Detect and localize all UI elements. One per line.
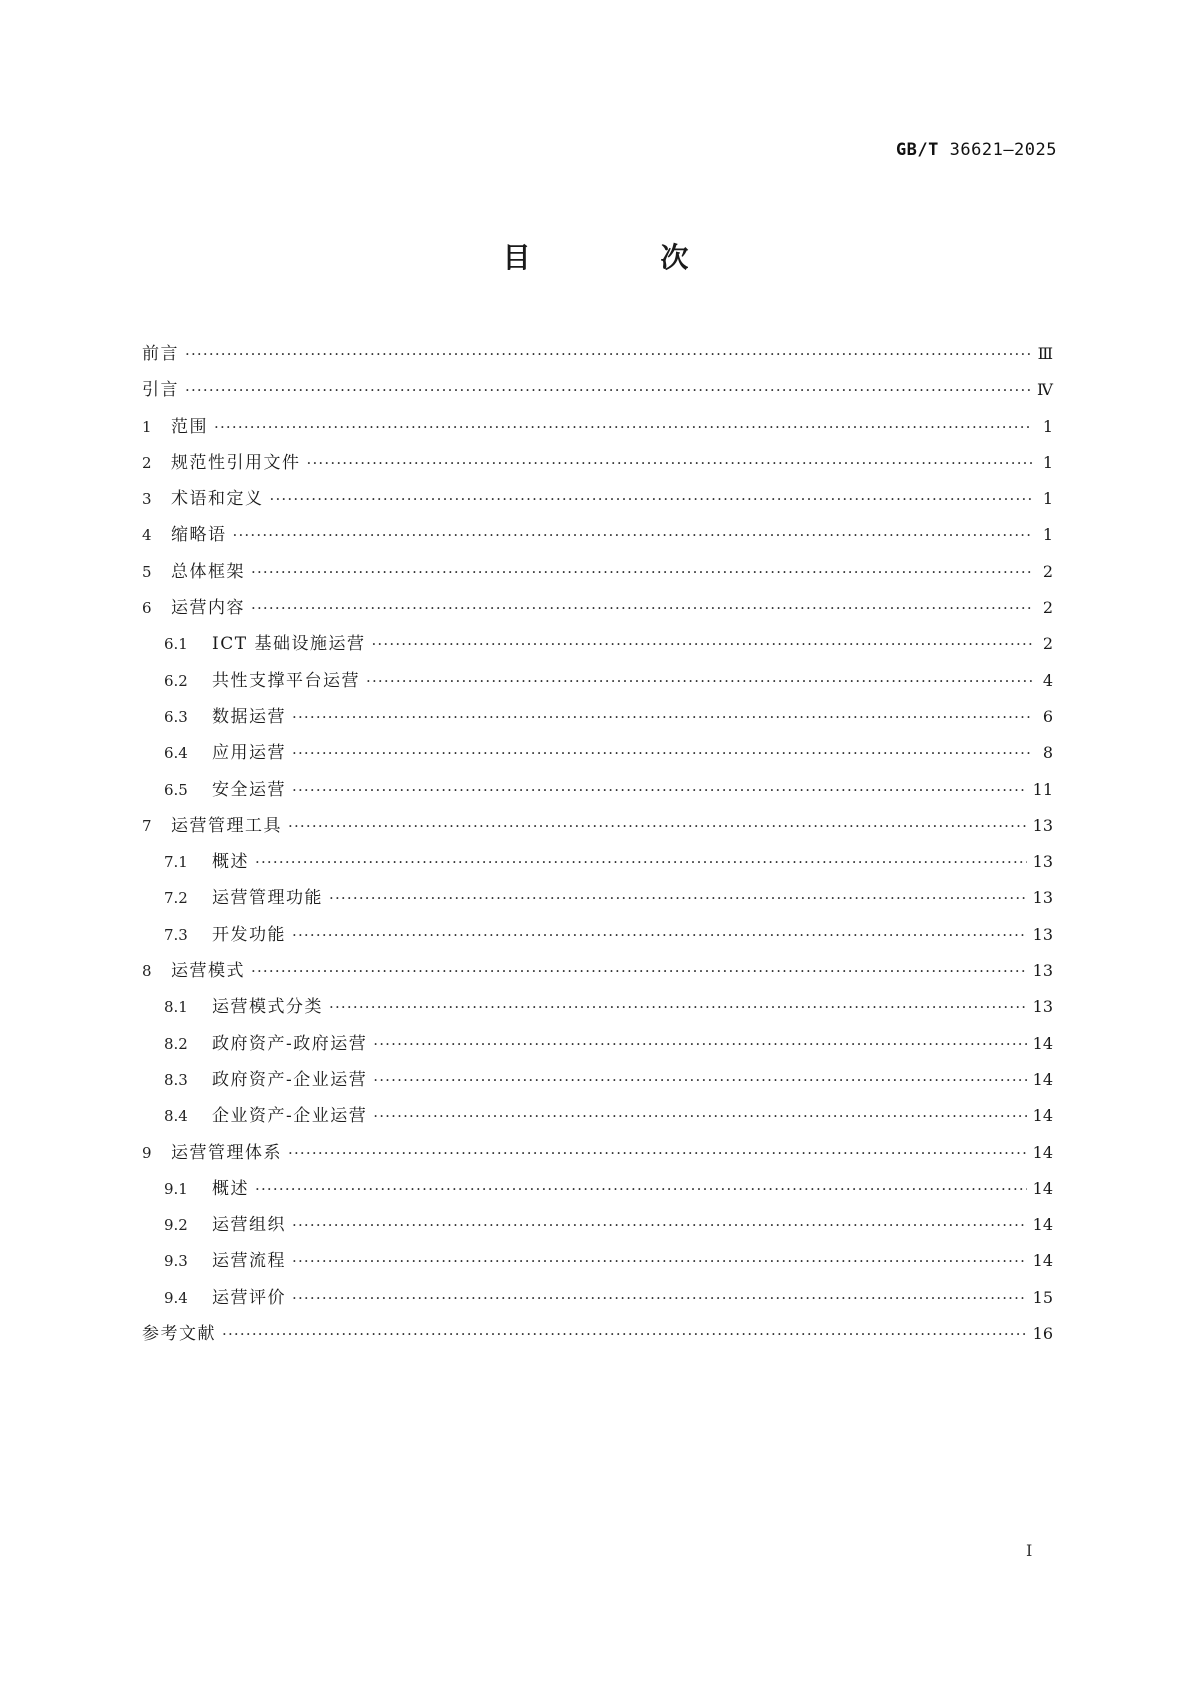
toc-entry-page: 14 bbox=[1032, 1033, 1053, 1053]
dot-leader bbox=[288, 817, 1027, 835]
toc-entry-number: 6.3 bbox=[164, 707, 188, 726]
toc-entry-title: 运营管理功能 bbox=[212, 888, 323, 909]
toc-entry-number: 6 bbox=[142, 599, 152, 618]
dot-leader bbox=[292, 926, 1027, 944]
toc-entry-page: 1 bbox=[1042, 416, 1053, 436]
toc-entry-page: 11 bbox=[1032, 779, 1053, 799]
toc-entry[interactable] bbox=[142, 775, 1053, 811]
toc-entry[interactable] bbox=[142, 847, 1053, 883]
dot-leader bbox=[233, 526, 1034, 544]
toc-entry-page: 14 bbox=[1032, 1215, 1053, 1235]
toc-entry-number: 7.1 bbox=[164, 853, 188, 872]
toc-entry-number: 2 bbox=[142, 453, 152, 472]
toc-entry-number: 9.2 bbox=[164, 1216, 188, 1235]
dot-leader bbox=[329, 998, 1027, 1016]
toc-entry[interactable] bbox=[142, 448, 1053, 484]
toc-entry-page: 13 bbox=[1032, 997, 1053, 1017]
toc-entry-number: 1 bbox=[142, 417, 152, 436]
toc-entry[interactable] bbox=[142, 1065, 1053, 1101]
dot-leader bbox=[292, 1216, 1027, 1234]
toc-entry-title: 缩略语 bbox=[171, 525, 227, 546]
toc-entry-title: 企业资产-企业运营 bbox=[212, 1106, 368, 1127]
toc-entry-title: 共性支撑平台运营 bbox=[212, 670, 360, 691]
toc-entry-page: 14 bbox=[1032, 1069, 1053, 1089]
toc-entry[interactable] bbox=[142, 412, 1053, 448]
toc-entry-title: 运营评价 bbox=[212, 1287, 286, 1308]
toc-entry[interactable] bbox=[142, 666, 1053, 702]
dot-leader bbox=[292, 708, 1033, 726]
dot-leader bbox=[222, 1325, 1027, 1343]
toc-entry-title: 开发功能 bbox=[212, 924, 286, 945]
toc-entry-page: 14 bbox=[1032, 1142, 1053, 1162]
toc-entry-title: 概述 bbox=[212, 1178, 249, 1199]
toc-entry[interactable] bbox=[142, 1101, 1053, 1137]
toc-entry-page: 13 bbox=[1032, 924, 1053, 944]
toc-entry[interactable] bbox=[142, 956, 1053, 992]
toc-entry-title: 运营模式 bbox=[171, 961, 245, 982]
toc-entry-title: 安全运营 bbox=[212, 779, 286, 800]
toc-title: 目 次 bbox=[502, 241, 749, 274]
toc-entry[interactable] bbox=[142, 1246, 1053, 1282]
toc-entry-page: 14 bbox=[1032, 1106, 1053, 1126]
toc-entry[interactable] bbox=[142, 593, 1053, 629]
toc-entry-page: 2 bbox=[1042, 634, 1053, 654]
toc-entry[interactable] bbox=[142, 738, 1053, 774]
dot-leader bbox=[270, 490, 1034, 508]
page-folio: I bbox=[1026, 1541, 1033, 1560]
dot-leader bbox=[251, 563, 1033, 581]
toc-entry-page: 14 bbox=[1032, 1178, 1053, 1198]
dot-leader bbox=[373, 1035, 1026, 1053]
toc-entry-page: 2 bbox=[1042, 561, 1053, 581]
dot-leader bbox=[371, 635, 1033, 653]
toc-entry-page: 14 bbox=[1032, 1251, 1053, 1271]
toc-entry-title: 数据运营 bbox=[212, 706, 286, 727]
toc-entry-page: 1 bbox=[1042, 489, 1053, 509]
toc-entry-number: 7 bbox=[142, 816, 152, 835]
toc-entry[interactable] bbox=[142, 883, 1053, 919]
toc-entry[interactable] bbox=[142, 1283, 1053, 1319]
toc-entry-number: 7.3 bbox=[164, 925, 188, 944]
toc-entry[interactable] bbox=[142, 1029, 1053, 1065]
dot-leader bbox=[329, 889, 1027, 907]
toc-entry-title: 政府资产-政府运营 bbox=[212, 1033, 368, 1054]
toc-entry-title: ICT 基础设施运营 bbox=[212, 634, 366, 655]
toc-entry-page: 2 bbox=[1042, 598, 1053, 618]
dot-leader bbox=[292, 744, 1033, 762]
dot-leader bbox=[373, 1071, 1026, 1089]
toc-entry-title: 运营组织 bbox=[212, 1215, 286, 1236]
toc-entry[interactable] bbox=[142, 629, 1053, 665]
toc-entry[interactable] bbox=[142, 1174, 1053, 1210]
dot-leader bbox=[251, 962, 1027, 980]
toc-entry-page: 4 bbox=[1042, 670, 1053, 690]
toc-entry-title: 概述 bbox=[212, 852, 249, 873]
toc-entry[interactable] bbox=[142, 1210, 1053, 1246]
toc-entry-title: 规范性引用文件 bbox=[171, 452, 301, 473]
toc-entry-title: 运营模式分类 bbox=[212, 997, 323, 1018]
toc-entry-title: 总体框架 bbox=[171, 561, 245, 582]
dot-leader bbox=[255, 1180, 1027, 1198]
toc-entry[interactable] bbox=[142, 1138, 1053, 1174]
toc-entry-page: Ⅲ bbox=[1037, 344, 1053, 363]
toc-entry-title: 运营流程 bbox=[212, 1251, 286, 1272]
toc-entry-page: 13 bbox=[1032, 852, 1053, 872]
toc-list bbox=[142, 339, 1053, 1355]
toc-entry-page: 6 bbox=[1042, 706, 1053, 726]
dot-leader bbox=[307, 454, 1034, 472]
toc-entry-number: 9.4 bbox=[164, 1288, 188, 1307]
toc-entry-page: 15 bbox=[1032, 1287, 1053, 1307]
toc-entry[interactable] bbox=[142, 375, 1053, 411]
standard-number bbox=[896, 140, 1057, 160]
dot-leader bbox=[185, 345, 1032, 363]
toc-entry-number: 4 bbox=[142, 526, 152, 545]
toc-entry-page: 1 bbox=[1042, 525, 1053, 545]
toc-entry-page: 1 bbox=[1042, 452, 1053, 472]
toc-entry-number: 6.2 bbox=[164, 671, 188, 690]
toc-entry-number: 8.4 bbox=[164, 1107, 188, 1126]
toc-entry-title: 运营内容 bbox=[171, 598, 245, 619]
toc-entry-title: 运营管理工具 bbox=[171, 815, 282, 836]
toc-entry-title: 前言 bbox=[142, 344, 179, 364]
toc-entry[interactable] bbox=[142, 557, 1053, 593]
toc-entry[interactable] bbox=[142, 520, 1053, 556]
toc-entry-title: 运营管理体系 bbox=[171, 1142, 282, 1163]
toc-entry-page: 8 bbox=[1042, 743, 1053, 763]
toc-entry-title: 引言 bbox=[142, 380, 179, 401]
dot-leader bbox=[288, 1144, 1027, 1162]
standard-code: 36621—2025 bbox=[949, 140, 1057, 160]
toc-entry-page: 16 bbox=[1032, 1324, 1053, 1344]
dot-leader bbox=[292, 1289, 1027, 1307]
toc-entry-number: 8.1 bbox=[164, 998, 188, 1017]
toc-entry[interactable] bbox=[142, 920, 1053, 956]
toc-entry-number: 6.5 bbox=[164, 780, 188, 799]
toc-entry-page: 13 bbox=[1032, 888, 1053, 908]
toc-entry-title: 参考文献 bbox=[142, 1324, 216, 1345]
toc-entry-page: 13 bbox=[1032, 815, 1053, 835]
dot-leader bbox=[185, 381, 1031, 399]
toc-entry[interactable] bbox=[142, 811, 1053, 847]
toc-entry-title: 政府资产-企业运营 bbox=[212, 1069, 368, 1090]
dot-leader bbox=[255, 853, 1027, 871]
toc-entry-number: 9 bbox=[142, 1143, 152, 1162]
toc-entry-number: 6.4 bbox=[164, 744, 188, 763]
toc-entry-number: 9.1 bbox=[164, 1179, 188, 1198]
toc-entry[interactable] bbox=[142, 339, 1053, 375]
toc-entry-number: 8 bbox=[142, 962, 152, 981]
toc-entry[interactable] bbox=[142, 702, 1053, 738]
toc-entry-title: 应用运营 bbox=[212, 743, 286, 764]
toc-entry-page: 13 bbox=[1032, 961, 1053, 981]
toc-entry-page: Ⅳ bbox=[1037, 380, 1053, 400]
toc-entry-number: 7.2 bbox=[164, 889, 188, 908]
toc-entry[interactable] bbox=[142, 1319, 1053, 1355]
toc-entry-number: 6.1 bbox=[164, 635, 188, 654]
toc-entry-number: 3 bbox=[142, 490, 152, 509]
dot-leader bbox=[366, 672, 1033, 690]
dot-leader bbox=[373, 1107, 1026, 1125]
dot-leader bbox=[214, 418, 1033, 436]
toc-entry-title: 范围 bbox=[171, 416, 208, 437]
toc-entry-title: 术语和定义 bbox=[171, 489, 264, 510]
standard-prefix: GB/T bbox=[895, 140, 939, 160]
toc-entry[interactable] bbox=[142, 484, 1053, 520]
toc-entry-number: 9.3 bbox=[164, 1252, 188, 1271]
dot-leader bbox=[292, 781, 1027, 799]
toc-entry[interactable] bbox=[142, 992, 1053, 1028]
toc-entry-number: 8.2 bbox=[164, 1034, 188, 1053]
toc-entry-number: 5 bbox=[142, 562, 152, 581]
dot-leader bbox=[292, 1252, 1027, 1270]
dot-leader bbox=[251, 599, 1033, 617]
toc-entry-number: 8.3 bbox=[164, 1070, 188, 1089]
